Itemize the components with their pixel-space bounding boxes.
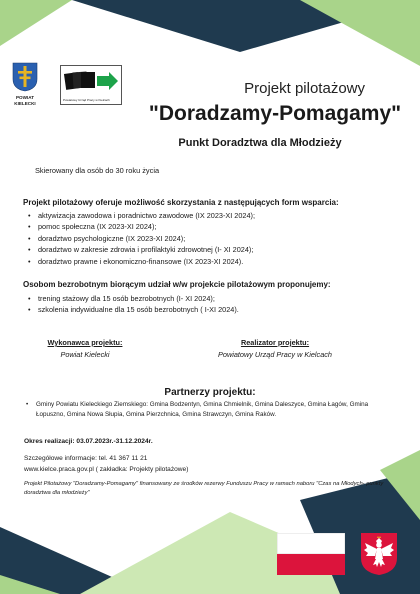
implementer-label: Realizator projektu: xyxy=(240,338,310,347)
contact-website: www.kielce.praca.gov.pl ( zakładka: Projekty pilotażowe) xyxy=(24,466,189,473)
offer-item: • doradztwo psychologiczne (IX 2023-XI 2024); xyxy=(28,233,255,244)
flag-red-stripe xyxy=(277,554,345,575)
executor-value: Powiat Kielecki xyxy=(60,350,110,359)
unemployed-list xyxy=(28,293,239,316)
contact-info xyxy=(24,453,188,475)
implementer-block xyxy=(200,338,350,359)
partners-list xyxy=(26,400,391,420)
project-subtitle: Projekt pilotażowy xyxy=(244,80,365,97)
powiat-label-line2: KIELECKI xyxy=(14,100,36,106)
offer-item: • aktywizacja zawodowa i poradnictwo zawodowe (IX 2023-XI 2024); xyxy=(28,210,255,221)
offer-heading: Projekt pilotażowy oferuje możliwość skorzystania z następujących form wsparcia: xyxy=(23,198,339,207)
flag-white-stripe xyxy=(277,533,345,554)
target-audience: Skierowany dla osób do 30 roku życia xyxy=(35,166,160,175)
top-right-green-triangle xyxy=(300,0,420,66)
powiat-label-line1: POWIAT xyxy=(15,95,35,100)
top-left-green-triangle xyxy=(0,0,72,46)
pup-logo-caption: Powiatowy Urząd Pracy w Kielcach xyxy=(63,98,110,102)
partners-item: • Gminy Powiatu Kieleckiego Ziemskiego: Gmina Bodzentyn, Gmina Chmielnik, Gmina Daleszyce, Gmina Łagów, Gmina Łopuszno, Gmina Nowa Słupia, Gmina Pierzchnica, Gmina Strawczyn, Gmina Raków. xyxy=(26,400,391,420)
unemployed-item: • szkolenia indywidualne dla 15 osób bezrobotnych ( I-XI 2024). xyxy=(28,304,239,315)
partners-heading: Partnerzy projektu: xyxy=(164,387,256,398)
project-title: "Doradzamy-Pomagamy" xyxy=(148,102,402,125)
funding-note: Projekt Pilotażowy "Doradzamy-Pomagamy" finansowany ze środków rezerwy Funduszu Pracy w ramach naboru "Czas na Młodych- punkty doradztwa dla młodzieży" xyxy=(24,481,384,496)
unemployed-item: • trening stażowy dla 15 osób bezrobotnych (I- XI 2024); xyxy=(28,293,239,304)
realization-period: Okres realizacji: 03.07.2023r.-31.12.2024r. xyxy=(24,438,153,445)
offer-list xyxy=(28,210,255,267)
unemployed-heading: Osobom bezrobotnym biorącym udział w/w projekcie pilotażowym proponujemy: xyxy=(23,280,331,289)
polish-eagle-icon xyxy=(360,532,398,576)
offer-item: • doradztwo w zakresie zdrowia i profilaktyki zdrowotnej (I- XI 2024); xyxy=(28,244,255,255)
executor-block xyxy=(20,338,150,359)
executor-label: Wykonawca projektu: xyxy=(47,338,123,347)
offer-item: • doradztwo prawne i ekonomiczno-finansowe (IX 2023-XI 2024). xyxy=(28,256,255,267)
project-tagline: Punkt Doradztwa dla Młodzieży xyxy=(178,137,342,149)
polish-flag-icon xyxy=(277,533,345,575)
implementer-value: Powiatowy Urząd Pracy w Kielcach xyxy=(218,350,332,359)
contact-phone: Szczegółowe informacje: tel. 41 367 11 21 xyxy=(24,455,148,462)
offer-item: • pomoc społeczna (IX 2023-XI 2024); xyxy=(28,221,255,232)
